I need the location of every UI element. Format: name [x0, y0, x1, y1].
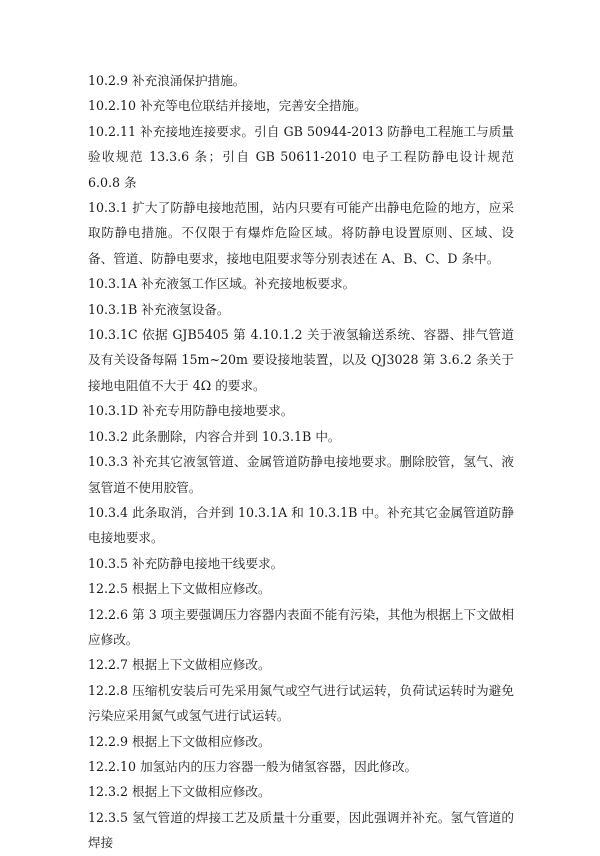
paragraph-12-2-7: 12.2.7 根据上下文做相应修改。 — [88, 657, 271, 673]
paragraph-10-3-1b: 10.3.1B 补充液氢设备。 — [88, 301, 230, 317]
paragraph-10-2-11: 10.2.11 补充接地连接要求。引自 GB 50944-2013 防静电工程施工与质量验收规范 13.3.6 条；引自 GB 50611-2010 电子工程防静电设计规范 6.0.8 条 — [88, 123, 514, 190]
paragraph-10-3-1c: 10.3.1C 依据 GJB5405 第 4.10.1.2 关于液氢输送系统、容器、排气管道及有关设备每隔 15m~20m 要设接地装置，以及 QJ3028 第 3.6.2 条关于接地电阻值不大于 4Ω 的要求。 — [88, 327, 514, 393]
paragraph-10-3-4: 10.3.4 此条取消，合并到 10.3.1A 和 10.3.1B 中。补充其它金属管道防静电接地要求。 — [88, 504, 514, 546]
paragraph-10-3-2: 10.3.2 此条删除，内容合并到 10.3.1B 中。 — [88, 428, 341, 444]
paragraph-10-2-9: 10.2.9 补充浪涌保护措施。 — [88, 73, 246, 88]
paragraph-12-2-6: 12.2.6 第 3 项主要强调压力容器内表面不能有污染，其他为根据上下文做相应修改。 — [88, 606, 514, 647]
paragraph-12-3-2: 12.3.2 根据上下文做相应修改。 — [88, 784, 271, 800]
paragraph-12-2-5: 12.2.5 根据上下文做相应修改。 — [88, 581, 271, 597]
paragraph-10-2-10: 10.2.10 补充等电位联结并接地，完善安全措施。 — [88, 98, 367, 114]
paragraph-12-2-10: 12.2.10 加氢站内的压力容器一般为储氢容器，因此修改。 — [88, 758, 418, 774]
paragraph-10-3-1d: 10.3.1D 补充专用防静电接地要求。 — [88, 403, 294, 419]
paragraph-10-3-1a: 10.3.1A 补充液氢工作区域。补充接地板要求。 — [88, 276, 356, 292]
paragraph-10-3-1: 10.3.1 扩大了防静电接地范围，站内只要有可能产出静电危险的地方，应采取防静电措施。不仅限于有爆炸危险区域。将防静电设置原则、区域、设备、管道、防静电要求，接地电阻要求等分别表述在 A、B、C、D 条中。 — [88, 200, 514, 266]
paragraph-10-3-3: 10.3.3 补充其它液氢管道、金属管道防静电接地要求。删除胶管，氢气、液氢管道不使用胶管。 — [88, 454, 514, 495]
paragraph-12-3-5: 12.3.5 氢气管道的焊接工艺及质量十分重要，因此强调并补充。氢气管道的焊接 — [88, 809, 514, 851]
paragraph-12-2-8: 12.2.8 压缩机安装后可先采用氮气或空气进行试运转，负荷试运转时为避免污染应采用氮气或氢气进行试运转。 — [88, 682, 514, 724]
paragraph-10-3-5: 10.3.5 补充防静电接地干线要求。 — [88, 555, 284, 571]
paragraph-12-2-9: 12.2.9 根据上下文做相应修改。 — [88, 733, 271, 749]
